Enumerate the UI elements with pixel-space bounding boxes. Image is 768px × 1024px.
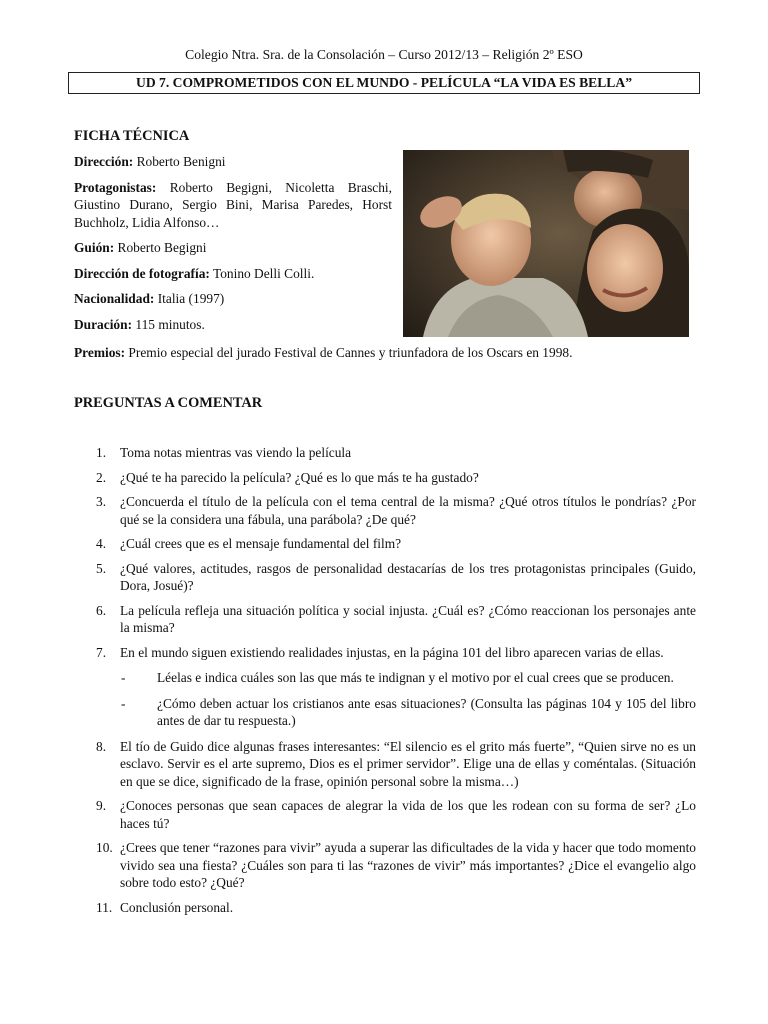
ficha-value: 115 minutos. (132, 316, 205, 332)
ficha-label: Nacionalidad: (74, 291, 155, 306)
ficha-value: Tonino Delli Colli. (209, 265, 315, 281)
sub-question-item (120, 695, 696, 730)
questions-list (74, 444, 696, 923)
question-text: ¿Qué te ha parecido la película? ¿Qué es lo que más te ha gustado? (120, 469, 479, 485)
question-item (74, 738, 696, 791)
ficha-row-fotografia (74, 265, 392, 283)
question-number: 6. (96, 602, 107, 618)
ficha-tecnica (74, 153, 392, 341)
ficha-label: Dirección de fotografía: (74, 265, 210, 281)
ficha-label: Premios: (74, 345, 126, 360)
question-item (74, 444, 696, 462)
ficha-label: Protagonistas: (74, 179, 157, 195)
ficha-label: Guión: (74, 240, 115, 255)
document-title: UD 7. COMPROMETIDOS CON EL MUNDO - PELÍCULA “LA VIDA ES BELLA” (68, 72, 700, 94)
question-number: 4. (96, 536, 107, 551)
ficha-row-nacionalidad (74, 290, 392, 308)
question-text: ¿Crees que tener “razones para vivir” ayuda a superar las dificultades de la vida y hacer que todo momento vivido sea una fiesta? ¿Cuáles son para ti las “razones de vivir” más importantes? ¿Dice el evangelio algo sobre todo esto? ¿Qué? (120, 840, 696, 890)
question-number: 2. (96, 469, 107, 485)
question-text: ¿Cuál crees que es el mensaje fundamental del film? (120, 536, 402, 551)
question-item (74, 602, 696, 637)
sub-question-text: Léelas e indica cuáles son las que más te indignan y el motivo por el cual crees que se producen. (157, 670, 674, 685)
sub-question-list (120, 669, 696, 730)
ficha-value: Roberto Begigni, Nicoletta Braschi, Giustino Durano, Sergio Bini, Marisa Paredes, Horst Buchholz, Lidia Alfonso… (74, 179, 392, 230)
question-number: 5. (96, 560, 107, 576)
question-number: 11. (96, 899, 113, 915)
dash-bullet: - (121, 695, 126, 711)
question-text: ¿Conoces personas que sean capaces de alegrar la vida de los que les rodean con su forma de ser? ¿Lo haces tú? (120, 798, 696, 831)
question-item (74, 899, 696, 917)
ficha-row-duracion (74, 316, 392, 334)
question-item (74, 797, 696, 832)
question-item (74, 535, 696, 553)
question-number: 1. (96, 445, 107, 460)
sub-question-item (120, 669, 696, 687)
movie-still-illustration (403, 150, 689, 337)
question-item (74, 644, 696, 730)
question-text: Toma notas mientras vas viendo la película (120, 445, 352, 460)
ficha-heading: FICHA TÉCNICA (74, 128, 190, 144)
ficha-value: Roberto Benigni (133, 154, 226, 169)
question-text: El tío de Guido dice algunas frases interesantes: “El silencio es el grito más fuerte”, “Quien sirve no es un esclavo. Servir es el arte supremo, Dios es el primer servidor”. Elige una de ellas y coméntalas. (Situación en que se dice, significado de la frase, opinión personal sobre la misma…) (120, 738, 696, 789)
question-text: ¿Concuerda el título de la película con el tema central de la misma? ¿Qué otros títulos le pondrías? ¿Por qué se la considera una fábula, una parábola? ¿De qué? (120, 494, 696, 527)
ficha-value: Roberto Begigni (114, 240, 207, 255)
question-item (74, 839, 696, 892)
dash-bullet: - (121, 670, 126, 685)
question-number: 10. (96, 840, 113, 855)
question-item (74, 469, 696, 487)
question-text: La película refleja una situación política y social injusta. ¿Cuál es? ¿Cómo reaccionan los personajes ante la misma? (120, 602, 696, 635)
question-number: 8. (96, 738, 107, 754)
question-item (74, 560, 696, 595)
sub-question-text: ¿Cómo deben actuar los cristianos ante esas situaciones? (Consulta las páginas 104 y 105 del libro antes de dar tu respuesta.) (157, 695, 696, 728)
question-item (74, 493, 696, 528)
question-number: 3. (96, 494, 107, 509)
question-text: Conclusión personal. (120, 899, 234, 915)
questions-heading: PREGUNTAS A COMENTAR (74, 395, 263, 411)
ficha-label: Dirección: (74, 154, 134, 169)
question-text: ¿Qué valores, actitudes, rasgos de personalidad destacarías de los tres protagonistas principales (Guido, Dora, Josué)? (120, 560, 696, 593)
ficha-row-direccion (74, 153, 392, 171)
question-text: En el mundo siguen existiendo realidades injustas, en la página 101 del libro aparecen varias de ellas. (120, 644, 664, 660)
ficha-value: Italia (1997) (154, 291, 225, 306)
ficha-row-protagonistas (74, 179, 392, 232)
question-number: 9. (96, 798, 107, 813)
movie-still-photo (403, 150, 689, 337)
ficha-value: Premio especial del jurado Festival de Cannes y triunfadora de los Oscars en 1998. (125, 345, 573, 360)
question-number: 7. (96, 644, 107, 660)
ficha-label: Duración: (74, 316, 133, 332)
ficha-row-guion (74, 239, 392, 257)
ficha-row-premios (74, 344, 714, 362)
school-header: Colegio Ntra. Sra. de la Consolación – Curso 2012/13 – Religión 2º ESO (185, 47, 583, 62)
